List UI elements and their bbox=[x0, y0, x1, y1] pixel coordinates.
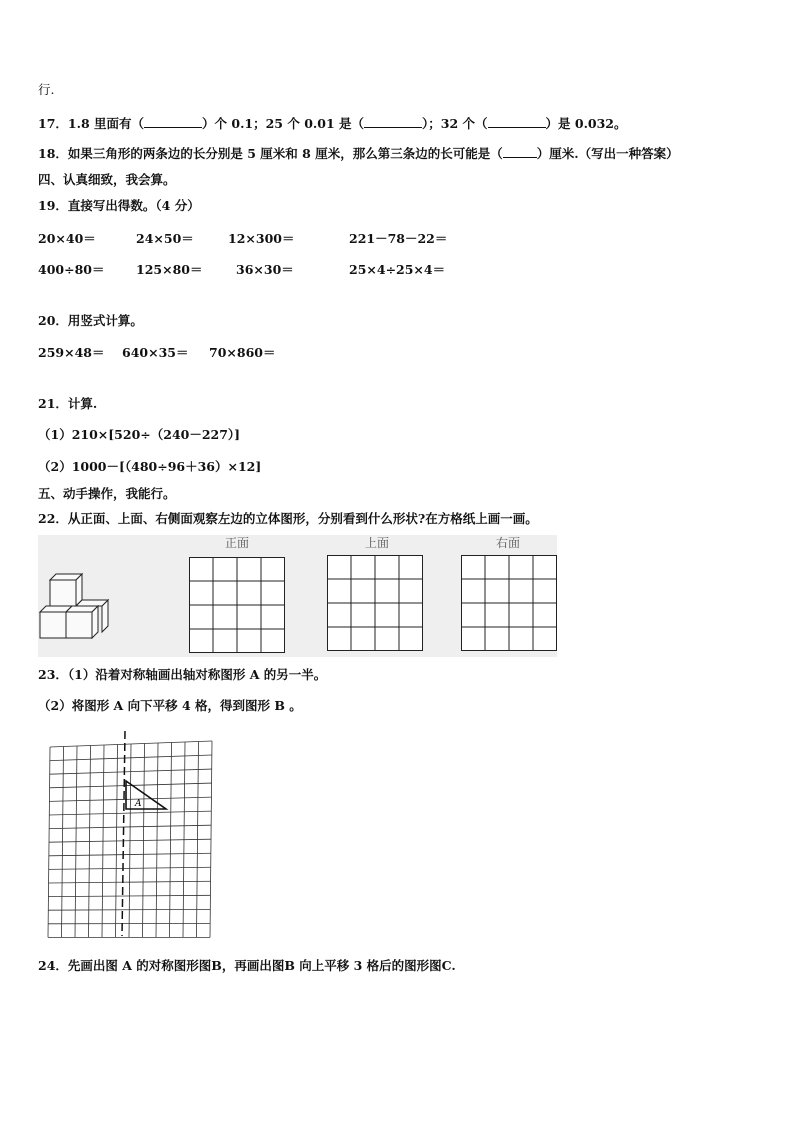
question-22-title: 22．从正面、上面、右侧面观察左边的立体图形，分别看到什么形状?在方格纸上画一画。 bbox=[38, 511, 538, 526]
q21-part-1: （1）210×[520÷（240－227）] bbox=[38, 427, 241, 442]
question-21-title: 21．计算. bbox=[38, 396, 98, 411]
q19-item: 12×300＝ bbox=[228, 231, 295, 246]
q19-item: 221－78－22＝ bbox=[349, 231, 448, 246]
grid-label-front: 正面 bbox=[224, 536, 249, 550]
answer-blank[interactable] bbox=[144, 116, 202, 128]
q20-item: 70×860＝ bbox=[209, 345, 276, 360]
question-18: 18．如果三角形的两条边的长分别是 5 厘米和 8 厘米，那么第三条边的长可能是（ ）厘米.（写出一种答案） bbox=[38, 146, 679, 161]
question-20-title: 20．用竖式计算。 bbox=[38, 313, 143, 328]
answer-blank[interactable] bbox=[364, 116, 422, 128]
q19-item: 25×4÷25×4＝ bbox=[349, 262, 446, 277]
right-view-grid[interactable] bbox=[461, 555, 557, 651]
q19-item: 400÷80＝ bbox=[38, 262, 105, 277]
q21-part-2: （2）1000－[（480÷96＋36）×12] bbox=[38, 459, 262, 474]
q19-item: 125×80＝ bbox=[136, 262, 203, 277]
q20-item: 259×48＝ bbox=[38, 345, 105, 360]
symmetry-axis bbox=[122, 731, 125, 936]
front-view-grid[interactable] bbox=[189, 557, 285, 653]
question-23-part-1: 23．（1）沿着对称轴画出轴对称图形 A 的另一半。 bbox=[38, 667, 327, 682]
question-17: 17．1.8 里面有（ ）个 0.1；25 个 0.01 是（ ）；32 个（ ）是 0.032。 bbox=[38, 116, 627, 131]
q19-item: 36×30＝ bbox=[236, 262, 294, 277]
section-4-heading: 四、认真细致，我会算。 bbox=[38, 172, 176, 187]
grid-line bbox=[48, 909, 210, 910]
shape-a-label: A bbox=[135, 799, 142, 809]
q20-item: 640×35＝ bbox=[122, 345, 189, 360]
grid-label-right: 右面 bbox=[495, 536, 520, 550]
grid-label-top: 上面 bbox=[364, 536, 389, 550]
section-5-heading: 五、动手操作，我能行。 bbox=[38, 486, 176, 501]
q19-item: 20×40＝ bbox=[38, 231, 96, 246]
answer-blank[interactable] bbox=[488, 116, 546, 128]
question-19-title: 19．直接写出得数。（4 分） bbox=[38, 198, 200, 213]
q16-tail: 行. bbox=[38, 82, 55, 97]
top-view-grid[interactable] bbox=[327, 555, 423, 651]
q23-grid-figure[interactable] bbox=[44, 731, 216, 937]
answer-blank[interactable] bbox=[503, 146, 537, 158]
cube-stack-figure bbox=[38, 570, 108, 650]
question-23-part-2: （2）将图形 A 向下平移 4 格，得到图形 B 。 bbox=[38, 698, 302, 713]
question-24: 24．先画出图 A 的对称图形图B，再画出图B 向上平移 3 格后的图形图C. bbox=[38, 958, 456, 973]
q19-item: 24×50＝ bbox=[136, 231, 194, 246]
